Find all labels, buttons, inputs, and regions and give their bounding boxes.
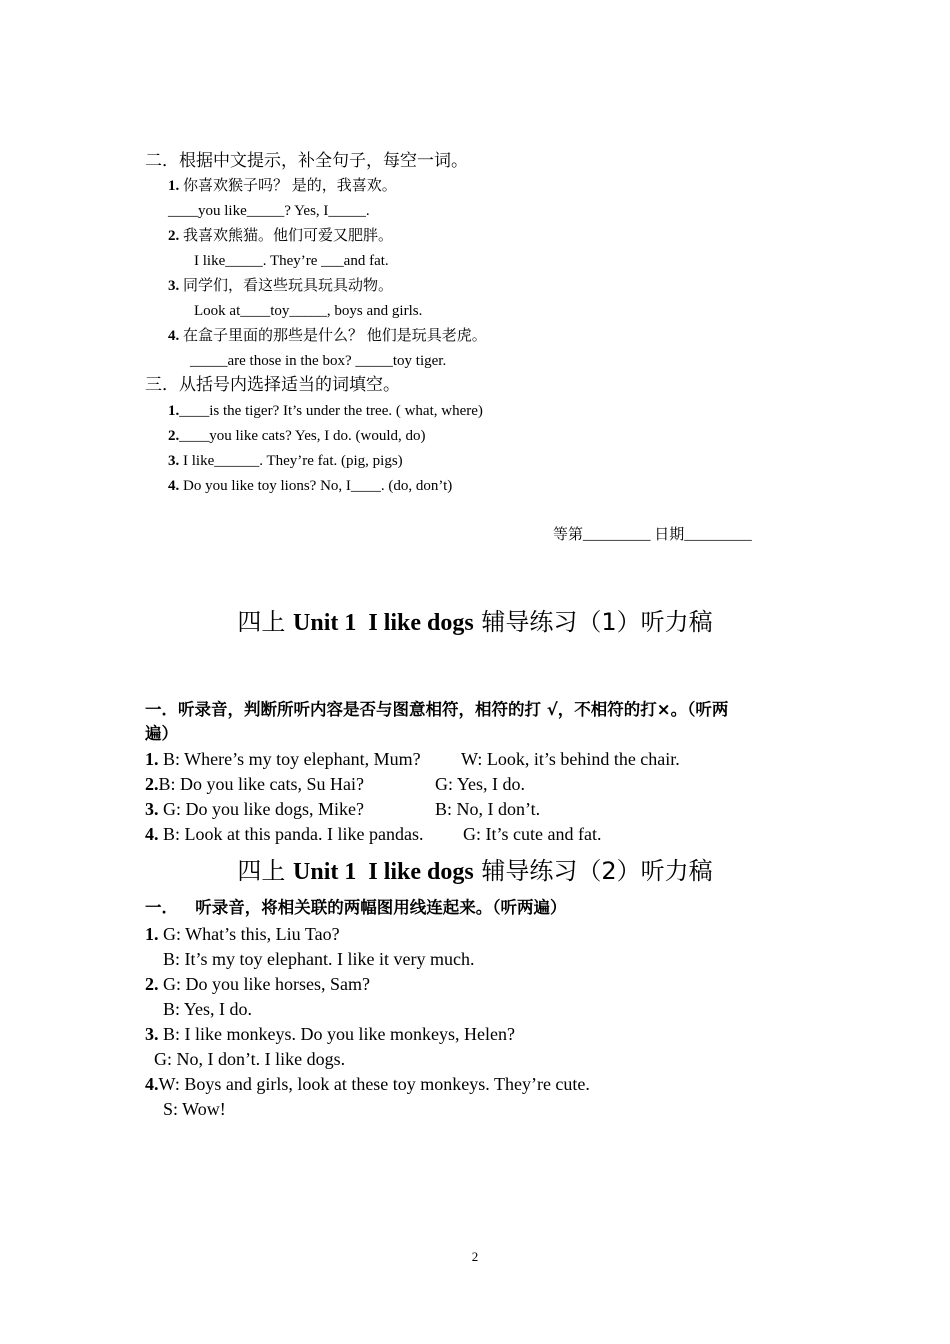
script-title-1	[0, 610, 950, 635]
question-4-cn	[168, 329, 487, 344]
question-number: 4.	[168, 328, 180, 344]
script2-instruction: 一． 听录音，将相关联的两幅图用线连起来。（听两遍）	[145, 898, 567, 917]
script1-instruction-line2: 遍）	[145, 724, 178, 743]
script1-instruction-line1: 一．听录音，判断所听内容是否与图意相符，相符的打 √，不相符的打×。（听两	[145, 700, 729, 719]
title-unit: Unit 1 I like dogs	[293, 610, 474, 636]
line-text: G: Do you like horses, Sam?	[158, 974, 370, 994]
question-4-en: _____are those in the box? _____toy tiger.	[190, 353, 447, 369]
line-text: B: I like monkeys. Do you like monkeys, Helen?	[158, 1024, 515, 1044]
title-suffix: 辅导练习（2）听力稿	[473, 857, 713, 885]
question-number: 3.	[168, 278, 180, 294]
script1-line-2	[145, 775, 364, 793]
question-3-en: Look at____toy_____, boys and girls.	[194, 303, 423, 319]
choice-question-1	[168, 404, 483, 419]
script2-line-2	[145, 975, 370, 993]
script1-line-1	[145, 750, 421, 768]
question-text: Do you like toy lions? No, I____. (do, don’t)	[179, 478, 453, 494]
section-heading-2: 二．根据中文提示，补全句子，每空一词。	[145, 151, 468, 171]
title-prefix: 四上	[237, 857, 294, 885]
line-number: 3.	[145, 1024, 159, 1044]
question-text: ____is the tiger? It’s under the tree. ( what, where)	[179, 403, 483, 419]
choice-question-2	[168, 429, 425, 444]
question-text: 我喜欢熊猫。他们可爱又肥胖。	[183, 228, 394, 244]
question-text: 同学们，看这些玩具玩具动物。	[183, 278, 394, 294]
title-suffix: 辅导练习（1）听力稿	[473, 608, 713, 636]
line-number: 1.	[145, 924, 159, 944]
question-1-cn	[168, 179, 397, 194]
script2-line-4-reply: S: Wow!	[163, 1099, 226, 1119]
script1-line-1-reply: W: Look, it’s behind the chair.	[461, 749, 680, 769]
script2-line-1-reply: B: It’s my toy elephant. I like it very much.	[163, 949, 475, 969]
question-text: 你喜欢猴子吗？ 是的，我喜欢。	[183, 178, 397, 194]
script2-line-2-reply: B: Yes, I do.	[163, 999, 253, 1019]
speaker-a: G: Do you like dogs, Mike?	[158, 799, 364, 819]
script2-line-3	[145, 1025, 515, 1043]
script1-line-3	[145, 800, 364, 818]
line-text: G: What’s this, Liu Tao?	[158, 924, 340, 944]
question-1-en: ____you like_____? Yes, I_____.	[168, 203, 370, 219]
section-heading-3: 三．从括号内选择适当的词填空。	[145, 375, 400, 395]
script2-line-4	[145, 1075, 590, 1093]
line-text: W: Boys and girls, look at these toy monkeys. They’re cute.	[158, 1074, 590, 1094]
title-prefix: 四上	[237, 608, 294, 636]
page-number: 2	[471, 1249, 479, 1264]
question-number: 2.	[168, 428, 180, 444]
line-number: 2.	[145, 974, 159, 994]
script1-line-4-reply: G: It’s cute and fat.	[463, 824, 602, 844]
question-number: 4.	[168, 478, 180, 494]
line-number: 4.	[145, 824, 159, 844]
grade-date-line: 等第_________ 日期_________	[553, 527, 752, 543]
speaker-a: B: Where’s my toy elephant, Mum?	[158, 749, 421, 769]
line-number: 3.	[145, 799, 159, 819]
title-unit: Unit 1 I like dogs	[293, 859, 474, 885]
question-number: 1.	[168, 178, 180, 194]
question-text: I like______. They’re fat. (pig, pigs)	[179, 453, 403, 469]
script-title-2	[0, 859, 950, 884]
question-text: ____you like cats? Yes, I do. (would, do)	[179, 428, 426, 444]
question-number: 3.	[168, 453, 180, 469]
choice-question-3	[168, 454, 403, 469]
speaker-a: B: Do you like cats, Su Hai?	[158, 774, 364, 794]
line-number: 4.	[145, 1074, 159, 1094]
script2-line-1	[145, 925, 340, 943]
question-2-cn	[168, 229, 393, 244]
script1-line-4	[145, 825, 423, 843]
question-3-cn	[168, 279, 393, 294]
line-number: 2.	[145, 774, 159, 794]
script1-line-3-reply: B: No, I don’t.	[435, 799, 541, 819]
speaker-a: B: Look at this panda. I like pandas.	[158, 824, 424, 844]
question-2-en: I like_____. They’re ___and fat.	[194, 253, 389, 269]
line-number: 1.	[145, 749, 159, 769]
question-number: 1.	[168, 403, 180, 419]
choice-question-4	[168, 479, 452, 494]
script2-line-3-reply: G: No, I don’t. I like dogs.	[154, 1049, 346, 1069]
question-number: 2.	[168, 228, 180, 244]
question-text: 在盒子里面的那些是什么？ 他们是玩具老虎。	[183, 328, 487, 344]
script1-line-2-reply: G: Yes, I do.	[435, 774, 526, 794]
